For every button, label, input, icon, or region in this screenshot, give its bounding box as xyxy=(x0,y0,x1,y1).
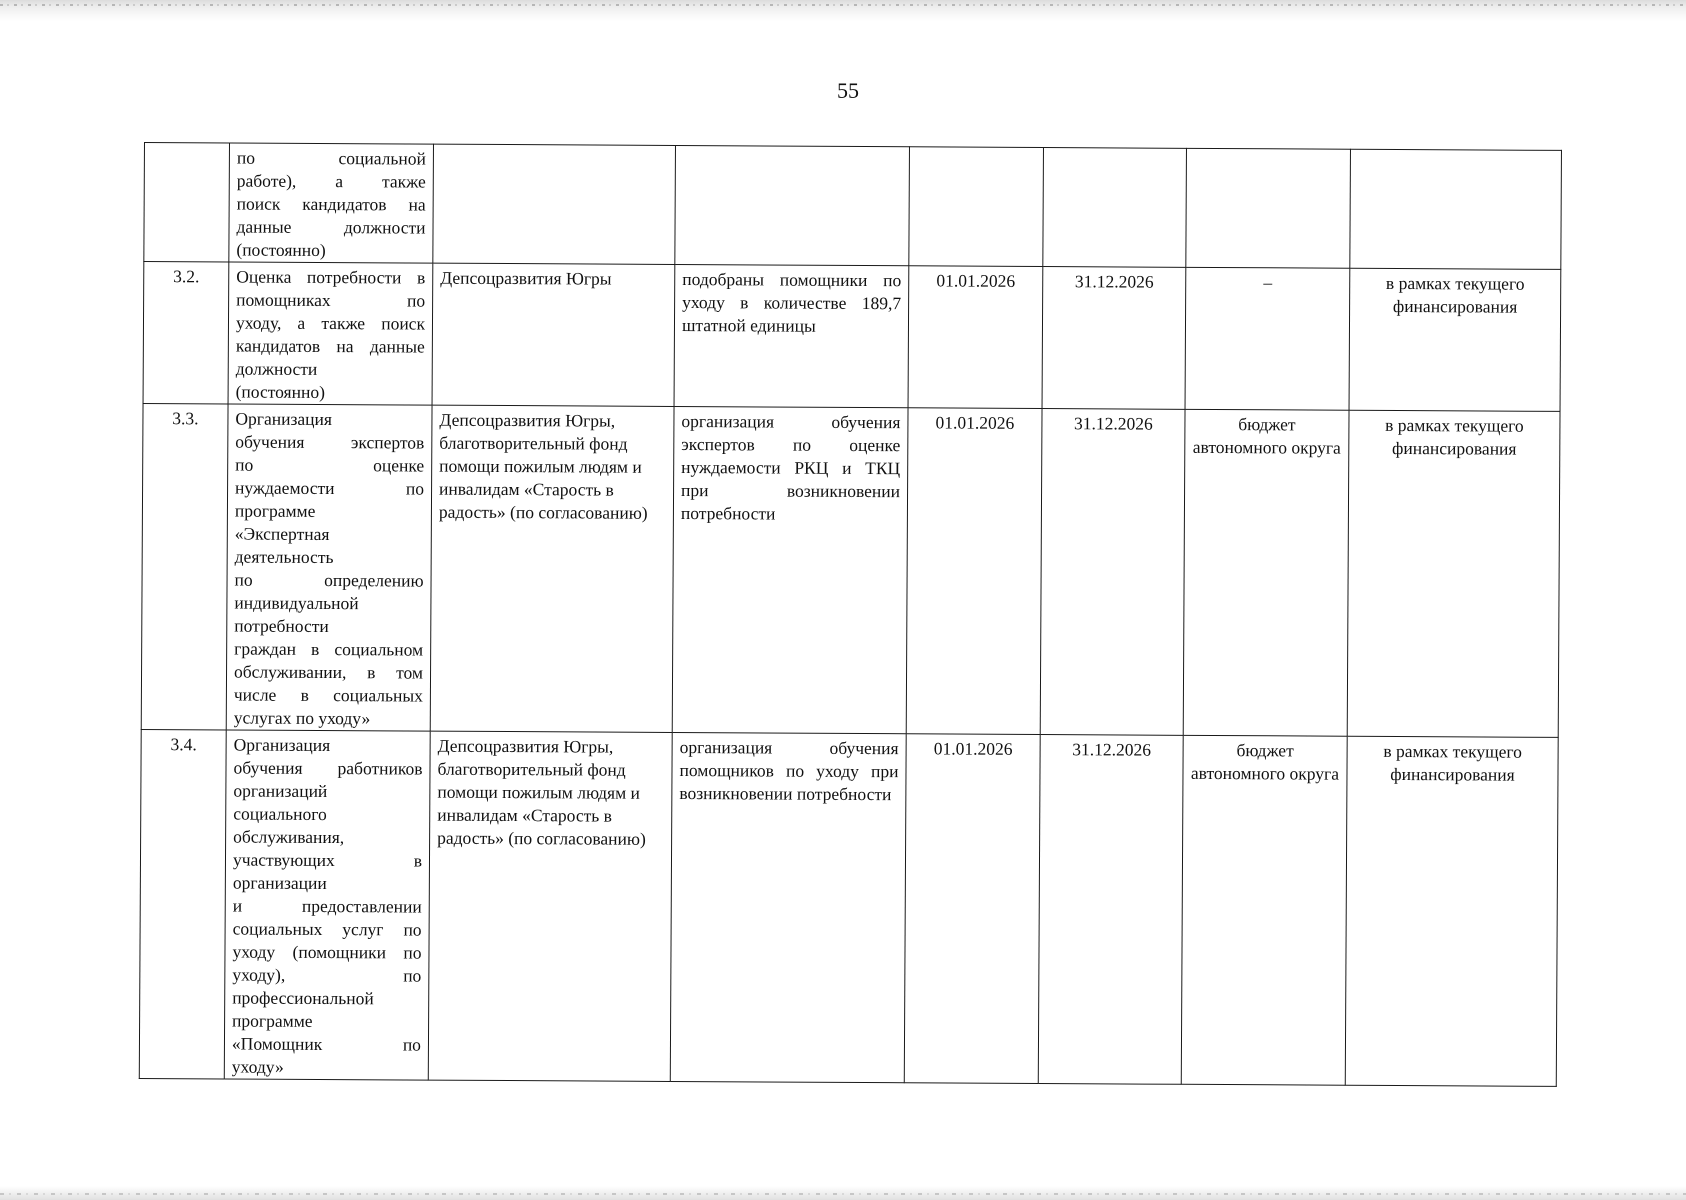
measure-name-line: обслуживании, в том xyxy=(233,661,424,683)
row-number-cell: 3.2. xyxy=(143,262,229,404)
measure-name-line: по социальной xyxy=(236,147,426,169)
measure-name-line: уходу (помощники по xyxy=(232,941,422,963)
measures-table-wrapper xyxy=(139,142,1562,1087)
measure-name-line: «Помощник по xyxy=(231,1033,422,1055)
measure-name-line: индивидуальной xyxy=(234,592,359,614)
start-date-cell: 01.01.2026 xyxy=(908,266,1043,409)
financing-cell xyxy=(1350,149,1562,269)
executor-cell: Депсоцразвития Югры, благотворительный фонд помощи пожилым людям и инвалидам «Старость в радость» (по согласованию) xyxy=(430,405,674,732)
measure-name-line: обучения экспертов xyxy=(235,431,425,453)
measure-name-line: программе xyxy=(232,1010,313,1031)
measure-name-line: Оценка потребности в xyxy=(236,266,426,288)
start-date-cell xyxy=(909,147,1044,267)
measure-name-line: должности xyxy=(235,358,318,379)
measure-name-line: профессиональной xyxy=(232,987,374,1009)
result-cell: подобраны помощники по уходу в количестве 189,7 штатной единицы xyxy=(674,264,909,407)
row-number-cell: 3.4. xyxy=(139,729,226,1078)
table-row xyxy=(139,729,1558,1086)
measure-name-line: услугах по уходу» xyxy=(233,707,371,729)
funding-source-cell: – xyxy=(1185,267,1350,410)
funding-source-cell xyxy=(1186,148,1351,268)
measure-name-line: уходу, а также поиск xyxy=(235,312,426,334)
table-row xyxy=(143,262,1561,412)
measure-name-cell xyxy=(229,143,434,263)
row-number-cell: 3.3. xyxy=(141,403,228,729)
measure-name-line: и предоставлении xyxy=(232,895,422,917)
executor-cell: Депсоцразвития Югры, благотворительный фонд помощи пожилым людям и инвалидам «Старость в радость» (по согласованию) xyxy=(428,731,672,1081)
measure-name-line: по оценке xyxy=(235,454,425,476)
measures-table xyxy=(139,142,1562,1087)
end-date-cell: 31.12.2026 xyxy=(1038,735,1183,1085)
measure-name-line: (постоянно) xyxy=(236,239,326,261)
measure-name-line: обучения работников xyxy=(233,757,423,779)
measure-name-line: (постоянно) xyxy=(235,381,326,403)
measure-name-line: по определению xyxy=(234,569,424,591)
measure-name-line: «Экспертная xyxy=(234,523,330,545)
start-date-cell: 01.01.2026 xyxy=(904,734,1040,1084)
measure-name-line: уходу» xyxy=(231,1056,284,1077)
financing-cell: в рамках текущего финансирования xyxy=(1345,736,1558,1086)
measure-name-cell xyxy=(226,404,432,731)
start-date-cell: 01.01.2026 xyxy=(906,408,1042,735)
funding-source-cell: бюджет автономного округа xyxy=(1183,409,1349,736)
measure-name-line: социального xyxy=(233,803,327,825)
result-cell: организация обучения помощников по уходу при возникновении потребности xyxy=(670,732,906,1082)
funding-source-cell: бюджет автономного округа xyxy=(1181,735,1347,1085)
measure-name-line: обслуживания, xyxy=(233,826,345,848)
measure-name-line: участвующих в xyxy=(232,849,423,871)
measure-name-line: данные должности xyxy=(236,216,426,238)
measure-name-line: социальных услуг по xyxy=(232,918,422,940)
measure-name-line: организаций xyxy=(233,780,328,802)
result-cell: организация обучения экспертов по оценке нуждаемости РКЦ и ТКЦ при возникновении потребности xyxy=(672,406,908,733)
table-row xyxy=(144,143,1562,270)
measure-name-line: поиск кандидатов на xyxy=(236,193,426,215)
measure-name-line: работе), а также xyxy=(236,170,426,192)
row-number-cell xyxy=(144,143,230,262)
measure-name-line: программе xyxy=(234,500,316,521)
measure-name-line: уходу), по xyxy=(232,964,422,986)
end-date-cell: 31.12.2026 xyxy=(1040,409,1185,736)
table-row xyxy=(141,403,1560,737)
measure-name-line: числе в социальных xyxy=(233,684,423,706)
scan-edge-bottom xyxy=(0,1186,1686,1200)
measure-name-line: Организация xyxy=(235,408,333,430)
financing-cell: в рамках текущего финансирования xyxy=(1347,410,1560,737)
executor-cell: Депсоцразвития Югры xyxy=(432,263,675,406)
measure-name-line: организации xyxy=(232,872,327,894)
measure-name-line: граждан в социальном xyxy=(234,638,424,660)
executor-cell xyxy=(433,144,676,264)
end-date-cell xyxy=(1043,148,1187,268)
financing-cell: в рамках текущего финансирования xyxy=(1349,268,1561,411)
measure-name-cell xyxy=(228,262,433,405)
result-cell xyxy=(675,145,910,265)
measure-name-cell xyxy=(224,730,430,1080)
measure-name-line: помощниках по xyxy=(236,289,426,311)
page-number: 55 xyxy=(837,78,859,103)
measure-name-line: деятельность xyxy=(234,546,334,568)
measure-name-line: нуждаемости по xyxy=(235,477,425,499)
measure-name-line: кандидатов на данные xyxy=(235,335,425,357)
measure-name-line: Организация xyxy=(233,734,331,756)
end-date-cell: 31.12.2026 xyxy=(1042,267,1186,410)
measure-name-line: потребности xyxy=(234,615,329,637)
scan-edge-top xyxy=(0,0,1686,22)
